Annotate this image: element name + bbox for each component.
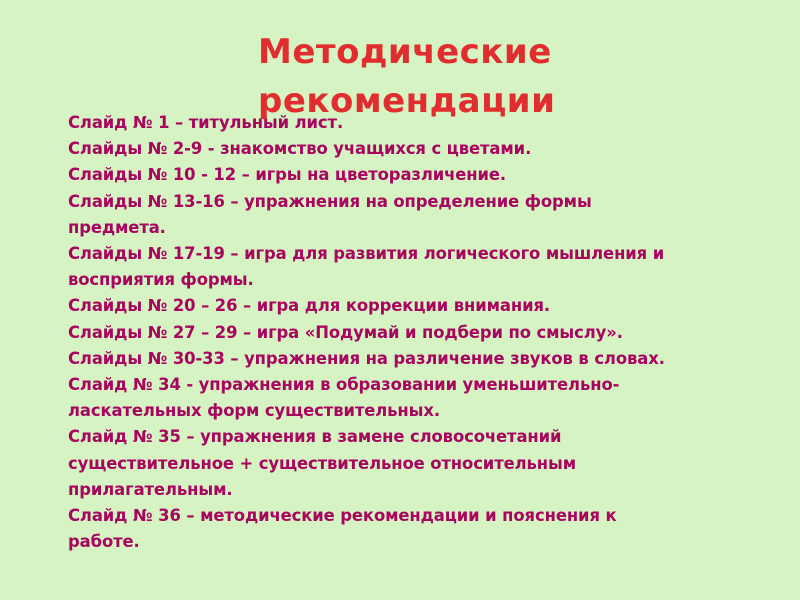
slide-title (258, 28, 555, 126)
slide-body-line: Слайды № 17-19 – игра для развития логического мышления и (68, 244, 665, 264)
slide-body-line: Слайды № 20 – 26 – игра для коррекции внимания. (68, 296, 551, 316)
slide-body-line: Слайды № 27 – 29 – игра «Подумай и подбери по смыслу». (68, 322, 623, 342)
slide-body-line: существительное + существительное относительным (68, 453, 577, 473)
slide-body-line: Слайды № 13-16 – упражнения на определение формы (68, 191, 592, 211)
slide-body-line: Слайд № 36 – методические рекомендации и пояснения к (68, 506, 617, 526)
slide-body-line: ласкательных форм существительных. (68, 401, 440, 421)
slide-body-line: предмета. (68, 217, 166, 237)
slide-body-list (68, 110, 768, 555)
slide-body-line: Слайды № 10 - 12 – игры на цветоразличение. (68, 165, 507, 185)
slide-body-line: работе. (68, 532, 140, 552)
slide-body-line: Слайды № 2-9 - знакомство учащихся с цветами. (68, 139, 532, 159)
slide-body-line: Слайд № 35 – упражнения в замене словосочетаний (68, 427, 562, 447)
slide-body-line: Слайд № 1 – титульный лист. (68, 113, 344, 132)
slide-body-line: Слайды № 30-33 – упражнения на различение звуков в словах. (68, 348, 665, 368)
slide-body-line: восприятия формы. (68, 270, 254, 290)
slide-body-line: Слайд № 34 - упражнения в образовании уменьшительно- (68, 375, 620, 395)
slide-title-line-2: рекомендации (258, 81, 556, 121)
slide-title-line-1: Методические (258, 32, 552, 72)
slide-body-line: прилагательным. (68, 479, 233, 499)
